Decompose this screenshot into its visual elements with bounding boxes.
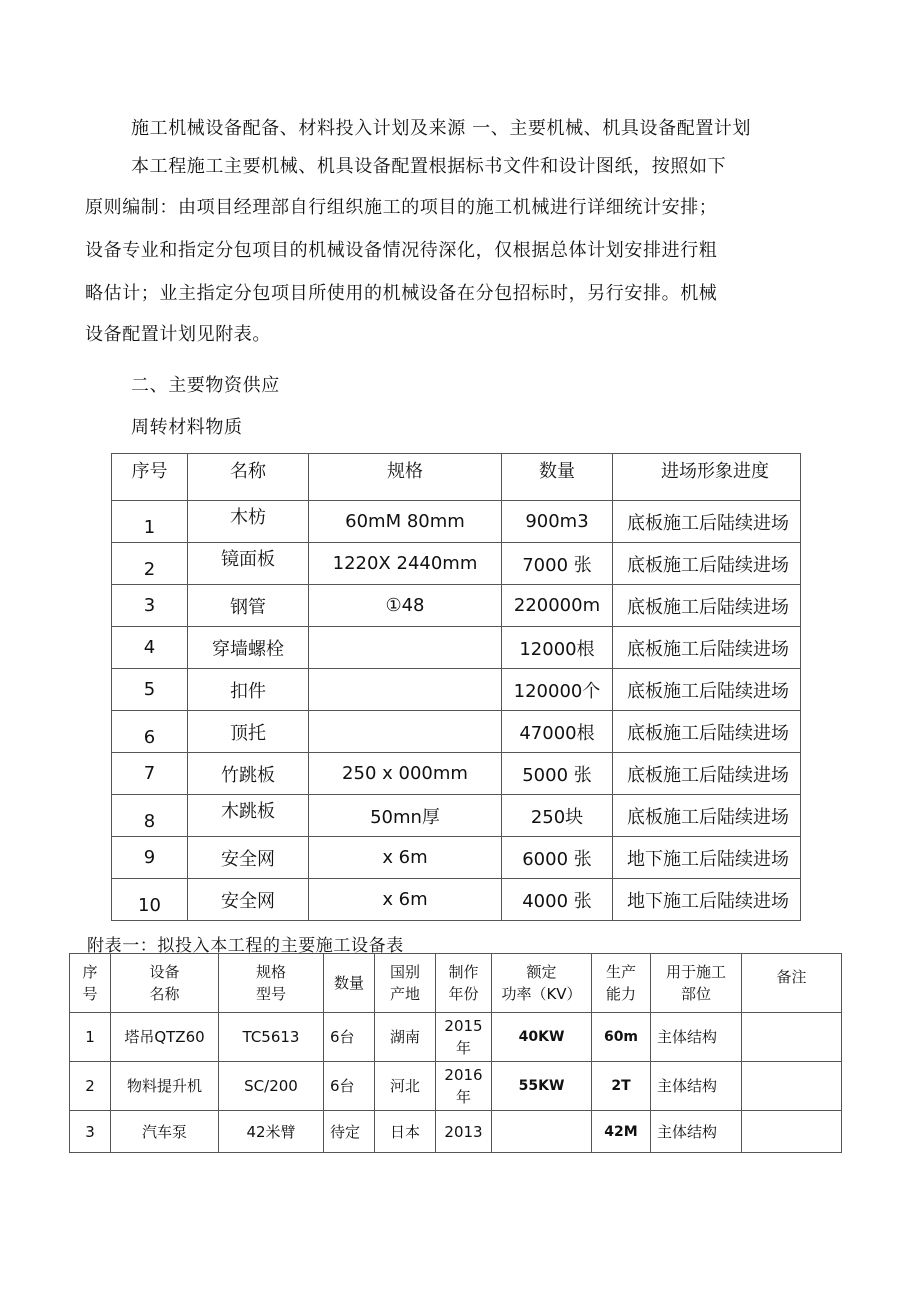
header-name: 设备 名称 <box>111 954 219 1013</box>
table-row <box>112 543 801 585</box>
row-origin: 湖南 <box>375 1013 436 1062</box>
row-name: 扣件 <box>188 669 309 711</box>
appendix-title: 附表一：拟投入本工程的主要施工设备表 <box>87 936 404 956</box>
row-name: 物料提升机 <box>111 1062 219 1111</box>
row-name: 顶托 <box>188 711 309 753</box>
header-qty: 数量 <box>324 954 375 1013</box>
header-name: 名称 <box>188 454 309 501</box>
row-name: 汽车泵 <box>111 1111 219 1153</box>
header-spec: 规格 <box>309 454 502 501</box>
row-spec <box>309 669 502 711</box>
row-spec <box>309 711 502 753</box>
row-year: 2016 年 <box>436 1062 492 1111</box>
row-name: 安全网 <box>188 879 309 921</box>
header-remark: 备注 <box>742 954 842 1013</box>
row-usage: 主体结构 <box>651 1062 742 1111</box>
table-row <box>112 669 801 711</box>
paragraph-line-3: 原则编制：由项目经理部自行组织施工的项目的施工机械进行详细统计安排； <box>85 197 718 218</box>
row-no: 6 <box>143 727 156 748</box>
row-model: TC5613 <box>219 1013 324 1062</box>
row-name: 钢管 <box>188 585 309 627</box>
table-row <box>112 501 801 543</box>
row-qty: 7000 张 <box>502 543 613 585</box>
header-year: 制作 年份 <box>436 954 492 1013</box>
row-model: SC/200 <box>219 1062 324 1111</box>
row-progress: 底板施工后陆续进场 <box>613 753 801 795</box>
row-qty: 4000 张 <box>502 879 613 921</box>
row-qty: 47000根 <box>502 711 613 753</box>
row-name: 安全网 <box>188 837 309 879</box>
row-progress: 底板施工后陆续进场 <box>613 669 801 711</box>
table-header-row <box>112 454 801 501</box>
row-name: 塔吊QTZ60 <box>111 1013 219 1062</box>
row-usage: 主体结构 <box>651 1111 742 1153</box>
paragraph-line-1: 施工机械设备配备、材料投入计划及来源 一、主要机械、机具设备配置计划 <box>131 118 752 139</box>
table-row <box>70 1062 842 1111</box>
row-remark <box>742 1013 842 1062</box>
row-no: 8 <box>143 811 156 832</box>
row-qty: 5000 张 <box>502 753 613 795</box>
materials-subtitle: 周转材料物质 <box>131 417 243 438</box>
header-no: 序 号 <box>70 954 111 1013</box>
row-spec: x 6m <box>309 837 502 879</box>
row-no: 1 <box>70 1013 111 1062</box>
row-qty: 900m3 <box>502 501 613 543</box>
row-spec: 250 x 000mm <box>309 753 502 795</box>
row-progress: 底板施工后陆续进场 <box>613 501 801 543</box>
row-capacity: 60m <box>592 1013 651 1062</box>
row-qty: 120000个 <box>502 669 613 711</box>
row-origin: 河北 <box>375 1062 436 1111</box>
table-row <box>112 753 801 795</box>
paragraph-line-4: 设备专业和指定分包项目的机械设备情况待深化，仅根据总体计划安排进行粗 <box>85 240 718 261</box>
row-capacity: 42M <box>592 1111 651 1153</box>
row-qty: 250块 <box>502 795 613 837</box>
row-no: 7 <box>112 753 188 795</box>
row-qty: 12000根 <box>502 627 613 669</box>
row-name: 木枋 <box>230 506 266 528</box>
table-row <box>112 585 801 627</box>
table-row <box>112 879 801 921</box>
row-spec: 60mM 80mm <box>309 501 502 543</box>
row-origin: 日本 <box>375 1111 436 1153</box>
row-power: 55KW <box>492 1062 592 1111</box>
row-no: 10 <box>138 895 161 916</box>
header-qty: 数量 <box>502 454 613 501</box>
row-no: 3 <box>112 585 188 627</box>
materials-table <box>111 453 801 921</box>
row-no: 4 <box>112 627 188 669</box>
table-row <box>112 795 801 837</box>
row-progress: 地下施工后陆续进场 <box>613 837 801 879</box>
row-name: 竹跳板 <box>188 753 309 795</box>
row-progress: 地下施工后陆续进场 <box>613 879 801 921</box>
row-qty: 6台 <box>324 1013 375 1062</box>
table-row <box>112 711 801 753</box>
row-remark <box>742 1111 842 1153</box>
header-usage: 用于施工 部位 <box>651 954 742 1013</box>
row-name: 镜面板 <box>221 548 275 570</box>
row-no: 2 <box>143 559 156 580</box>
row-no: 1 <box>143 517 156 538</box>
row-spec: ①48 <box>309 585 502 627</box>
table-row <box>70 1013 842 1062</box>
row-progress: 底板施工后陆续进场 <box>613 543 801 585</box>
paragraph-line-6: 设备配置计划见附表。 <box>85 324 271 345</box>
header-origin: 国别 产地 <box>375 954 436 1013</box>
table-row <box>70 1111 842 1153</box>
table-row <box>112 837 801 879</box>
header-capacity: 生产 能力 <box>592 954 651 1013</box>
row-spec <box>309 627 502 669</box>
row-no: 9 <box>112 837 188 879</box>
row-spec: 50mn厚 <box>309 795 502 837</box>
row-qty: 220000m <box>502 585 613 627</box>
row-no: 2 <box>70 1062 111 1111</box>
header-no: 序号 <box>112 454 188 501</box>
row-power <box>492 1111 592 1153</box>
header-model: 规格 型号 <box>219 954 324 1013</box>
row-qty: 待定 <box>324 1111 375 1153</box>
header-power: 额定 功率（KV） <box>492 954 592 1013</box>
paragraph-line-5: 略估计；业主指定分包项目所使用的机械设备在分包招标时，另行安排。机械 <box>85 283 718 304</box>
row-spec: 1220X 2440mm <box>309 543 502 585</box>
row-no: 3 <box>70 1111 111 1153</box>
row-remark <box>742 1062 842 1111</box>
row-usage: 主体结构 <box>651 1013 742 1062</box>
paragraph-line-2: 本工程施工主要机械、机具设备配置根据标书文件和设计图纸，按照如下 <box>131 156 727 177</box>
table-header-row <box>70 954 842 1013</box>
row-spec: x 6m <box>309 879 502 921</box>
row-power: 40KW <box>492 1013 592 1062</box>
row-qty: 6000 张 <box>502 837 613 879</box>
row-name: 木跳板 <box>221 800 275 822</box>
section-2-title: 二、主要物资供应 <box>131 375 280 396</box>
row-year: 2015 年 <box>436 1013 492 1062</box>
table-row <box>112 627 801 669</box>
row-progress: 底板施工后陆续进场 <box>613 711 801 753</box>
row-name: 穿墙螺栓 <box>188 627 309 669</box>
header-progress: 进场形象进度 <box>613 454 801 501</box>
row-qty: 6台 <box>324 1062 375 1111</box>
row-year: 2013 <box>436 1111 492 1153</box>
row-no: 5 <box>112 669 188 711</box>
row-capacity: 2T <box>592 1062 651 1111</box>
equipment-table <box>69 953 842 1153</box>
row-progress: 底板施工后陆续进场 <box>613 585 801 627</box>
row-progress: 底板施工后陆续进场 <box>613 795 801 837</box>
row-progress: 底板施工后陆续进场 <box>613 627 801 669</box>
row-model: 42米臂 <box>219 1111 324 1153</box>
